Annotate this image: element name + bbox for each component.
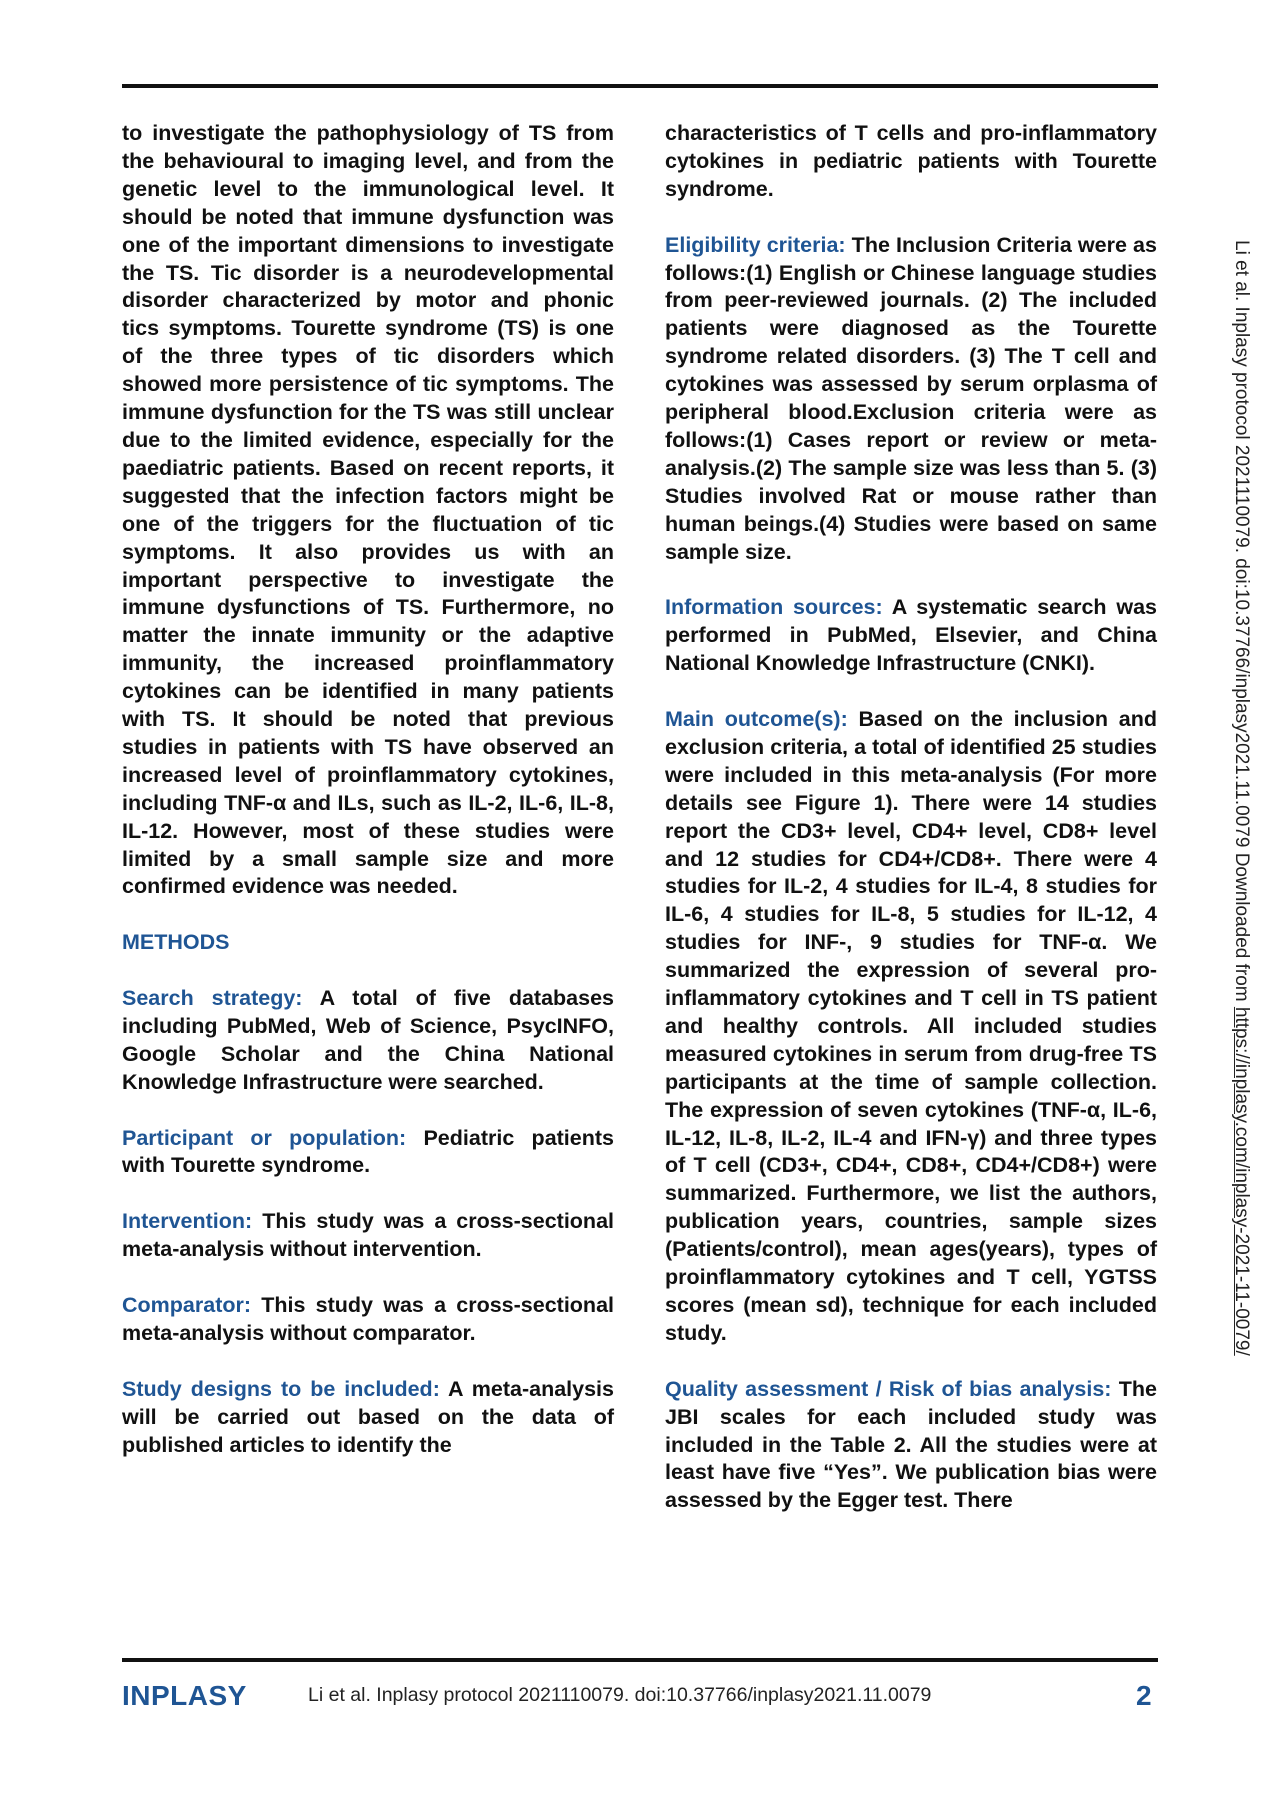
search-strategy-paragraph xyxy=(122,985,614,1097)
eligibility-paragraph xyxy=(665,232,1157,567)
intervention-text: This study was a cross-sectional meta-analysis without intervention. xyxy=(122,1209,614,1262)
main-outcomes-paragraph xyxy=(665,706,1157,1348)
page-number: 2 xyxy=(1136,1680,1152,1711)
footer-citation: Li et al. Inplasy protocol 2021110079. doi:10.37766/inplasy2021.11.0079 xyxy=(308,1684,932,1706)
search-strategy-text: A total of five databases including PubMed, Web of Science, PsycINFO, Google Scholar and the China National Knowledge Infrastructure were searched. xyxy=(122,986,614,1094)
intervention-paragraph xyxy=(122,1208,614,1264)
comparator-label: Comparator: xyxy=(122,1292,252,1317)
intro-paragraph: to investigate the pathophysiology of TS from the behavioural to imaging level, and from the genetic level to the immunological level. It should be noted that immune dysfunction was one of the important dimensions to investigate the TS. Tic disorder is a neurodevelopmental disorder characterized by motor and phonic tics symptoms. Tourette syndrome (TS) is one of the three types of tic disorders which showed more persistence of tic symptoms. The immune dysfunction for the TS was still unclear due to the limited evidence, especially for the paediatric patients. Based on recent reports, it suggested that the infection factors might be one of the triggers for the fluctuation of tic symptoms. It also provides us with an important perspective to investigate the immune dysfunctions of TS. Furthermore, no matter the innate immunity or the adaptive immunity, the increased proinflammatory cytokines can be identified in many patients with TS. It should be noted that previous studies in patients with TS have observed an increased level of proinflammatory cytokines, including TNF-α and ILs, such as IL-2, IL-6, IL-8, IL-12. However, most of these studies were limited by a small sample size and more confirmed evidence was needed. xyxy=(122,121,614,899)
quality-assessment-label: Quality assessment / Risk of bias analysis: xyxy=(665,1376,1112,1401)
continuation-paragraph: characteristics of T cells and pro-inflammatory cytokines in pediatric patients with Tourette syndrome. xyxy=(665,121,1157,201)
sidebar-url-link[interactable]: https://inplasy.com/inplasy-2021-11-0079/ xyxy=(1231,1006,1252,1356)
comparator-text: This study was a cross-sectional meta-analysis without comparator. xyxy=(122,1292,614,1345)
methods-heading: METHODS xyxy=(122,930,230,955)
main-outcomes-text: Based on the inclusion and exclusion criteria, a total of identified 25 studies were included in this meta-analysis (For more details see Figure 1). There were 14 studies report the CD3+ level, CD4+ level, CD8+ level and 12 studies for CD4+/CD8+. There were 4 studies for IL-2, 4 studies for IL-4, 8 studies for IL-6, 4 studies for IL-8, 5 studies for IL-12, 4 studies for INF-, 9 studies for TNF-α. We summarized the expression of several pro-inflammatory cytokines and T cell in TS patient and healthy controls. All included studies measured cytokines in serum from drug-free TS participants at the time of sample collection. The expression of seven cytokines (TNF-α, IL-6, IL-12, IL-8, IL-2, IL-4 and IFN-γ) and three types of T cell (CD3+, CD4+, CD8+, CD4+/CD8+) were summarized. Furthermore, we list the authors, publication years, countries, sample sizes (Patients/control), mean ages(years), types of proinflammatory cytokines and T cell, YGTSS scores (mean sd), technique for each included study. xyxy=(665,706,1157,1345)
sidebar-citation: Li et al. Inplasy protocol 202111007​9. doi:10.37766/inplasy2021.11.0079 Downloaded from xyxy=(1231,240,1252,1007)
participant-paragraph xyxy=(122,1125,614,1181)
main-outcomes-label: Main outcome(s): xyxy=(665,706,848,731)
eligibility-label: Eligibility criteria: xyxy=(665,232,846,257)
information-sources-label: Information sources: xyxy=(665,595,883,620)
quality-assessment-paragraph xyxy=(665,1376,1157,1516)
sidebar-download-note xyxy=(1230,240,1252,1580)
participant-label: Participant or population: xyxy=(122,1125,407,1150)
quality-assessment-text: The JBI scales for each included study was included in the Table 2. All the studies were at least have five “Yes”. We publication bias were assessed by the Egger test. There xyxy=(665,1376,1158,1513)
search-strategy-label: Search strategy: xyxy=(122,986,303,1011)
bottom-rule xyxy=(122,1658,1158,1662)
study-designs-paragraph xyxy=(122,1376,614,1460)
right-column xyxy=(665,120,1157,1515)
comparator-paragraph xyxy=(122,1292,614,1348)
study-designs-text: A meta-analysis will be carried out based on the data of published articles to identify the xyxy=(122,1376,614,1457)
footer-brand-logo: INPLASY xyxy=(122,1680,247,1711)
participant-text: Pediatric patients with Tourette syndrome. xyxy=(122,1125,614,1178)
information-sources-paragraph xyxy=(665,594,1157,678)
top-rule xyxy=(122,84,1158,88)
information-sources-text: A systematic search was performed in PubMed, Elsevier, and China National Knowledge Infrastructure (CNKI). xyxy=(665,595,1157,676)
study-designs-label: Study designs to be included: xyxy=(122,1376,440,1401)
eligibility-text: The Inclusion Criteria were as follows:(1) English or Chinese language studies from peer-reviewed journals. (2) The included patients were diagnosed as the Tourette syndrome related disorders. (3) The T cell and cytokines was assessed by serum orplasma of peripheral blood.Exclusion criteria were as follows:(1) Cases report or review or meta-analysis.(2) The sample size was less than 5. (3) Studies involved Rat or mouse rather than human beings.(4) Studies were based on same sample size. xyxy=(665,232,1157,564)
intervention-label: Intervention: xyxy=(122,1209,253,1234)
left-column xyxy=(122,120,614,1459)
